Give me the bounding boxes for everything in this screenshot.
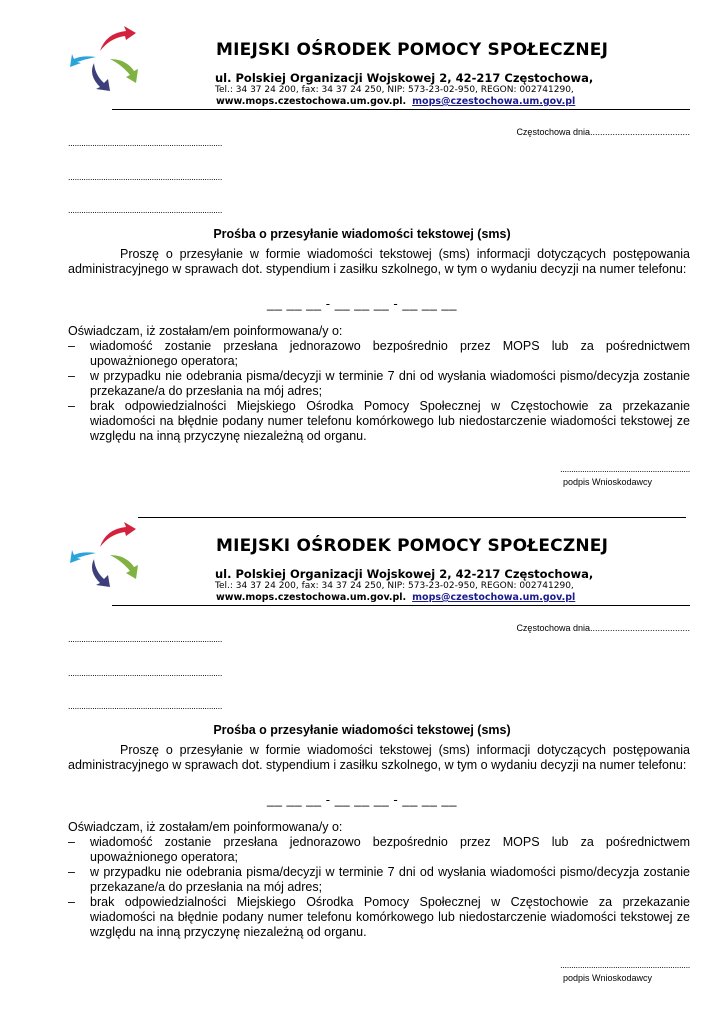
- request-paragraph: Proszę o przesyłanie w formie wiadomości tekstowej (sms) informacji dotyczących postępowania administracyjnego w sprawach dot. stypendium i zasiłku szkolnego, w tym o wydaniu decyzji na numer telefonu:: [68, 743, 690, 772]
- list-dash: –: [68, 835, 75, 849]
- list-dash: –: [68, 865, 75, 879]
- website-text: www.mops.czestochowa.um.gov.pl.: [216, 592, 407, 603]
- institution-title: MIEJSKI OŚRODEK POMOCY SPOŁECZNEJ: [216, 40, 609, 60]
- signature-label: podpis Wnioskodawcy: [563, 973, 653, 983]
- applicant-line-3[interactable]: ......................................................................: [68, 701, 223, 711]
- list-item: [68, 865, 690, 895]
- declaration-text: w przypadku nie odebrania pisma/decyzji w terminie 7 dni od wysłania wiadomości pismo/decyzja zostanie przekazane/a do przesłania na mój adres;: [90, 369, 690, 398]
- applicant-line-2[interactable]: ......................................................................: [68, 172, 223, 182]
- declaration-text: brak odpowiedzialności Miejskiego Ośrodka Pomocy Społecznej w Częstochowie za przekazanie wiadomości na błędnie podany numer telefonu komórkowego lub niedostarczenie wiadomości tekstowej ze względu na inną przyczynę niezależną od organu.: [90, 895, 690, 939]
- phone-number-field[interactable]: __ __ __ - __ __ __ - __ __ __: [267, 792, 457, 807]
- institution-contact: Tel.: 34 37 24 200, fax: 34 37 24 250, NIP: 573-23-02-950, REGON: 002741290,: [215, 85, 574, 95]
- list-item: [68, 339, 690, 369]
- four-arrows-logo-icon: [70, 521, 142, 591]
- email-link[interactable]: mops@czestochowa.um.gov.pl: [412, 96, 576, 107]
- declaration-text: wiadomość zostanie przesłana jednorazowo bezpośrednio przez MOPS lub za pośrednictwem upoważnionego operatora;: [90, 339, 690, 368]
- declaration-list: [68, 835, 690, 940]
- four-arrows-logo-icon: [70, 25, 142, 95]
- institution-title: MIEJSKI OŚRODEK POMOCY SPOŁECZNEJ: [216, 536, 609, 556]
- institution-web: [216, 96, 575, 107]
- declaration-text: wiadomość zostanie przesłana jednorazowo bezpośrednio przez MOPS lub za pośrednictwem upoważnionego operatora;: [90, 835, 690, 864]
- signature-field[interactable]: ...........................................................: [560, 960, 690, 970]
- list-dash: –: [68, 369, 75, 383]
- declaration-text: brak odpowiedzialności Miejskiego Ośrodka Pomocy Społecznej w Częstochowie za przekazanie wiadomości na błędnie podany numer telefonu komórkowego lub niedostarczenie wiadomości tekstowej ze względu na inną przyczynę niezależną od organu.: [90, 399, 690, 443]
- request-paragraph: Proszę o przesyłanie w formie wiadomości tekstowej (sms) informacji dotyczących postępowania administracyjnego w sprawach dot. stypendium i zasiłku szkolnego, w tym o wydaniu decyzji na numer telefonu:: [68, 247, 690, 276]
- list-item: [68, 399, 690, 444]
- email-link[interactable]: mops@czestochowa.um.gov.pl: [412, 592, 576, 603]
- institution-web: [216, 592, 575, 603]
- list-item: [68, 835, 690, 865]
- applicant-line-2[interactable]: ......................................................................: [68, 668, 223, 678]
- phone-number-field[interactable]: __ __ __ - __ __ __ - __ __ __: [267, 296, 457, 311]
- list-dash: –: [68, 339, 75, 353]
- date-field[interactable]: Częstochowa dnia........................................: [516, 623, 690, 633]
- signature-field[interactable]: ...........................................................: [560, 464, 690, 474]
- form-title: Prośba o przesyłanie wiadomości tekstowej (sms): [213, 723, 511, 737]
- form-title: Prośba o przesyłanie wiadomości tekstowej (sms): [213, 227, 511, 241]
- institution-contact: Tel.: 34 37 24 200, fax: 34 37 24 250, NIP: 573-23-02-950, REGON: 002741290,: [215, 581, 574, 591]
- header-divider: [112, 109, 690, 110]
- date-field[interactable]: Częstochowa dnia........................................: [516, 127, 690, 137]
- list-dash: –: [68, 399, 75, 413]
- list-item: [68, 895, 690, 940]
- signature-label: podpis Wnioskodawcy: [563, 477, 653, 487]
- applicant-line-1[interactable]: ......................................................................: [68, 138, 223, 148]
- declaration-text: w przypadku nie odebrania pisma/decyzji w terminie 7 dni od wysłania wiadomości pismo/decyzja zostanie przekazane/a do przesłania na mój adres;: [90, 865, 690, 894]
- declaration-list: [68, 339, 690, 444]
- header-divider: [112, 605, 690, 606]
- sms-request-form-2: [0, 496, 724, 991]
- list-dash: –: [68, 895, 75, 909]
- website-text: www.mops.czestochowa.um.gov.pl.: [216, 96, 407, 107]
- list-item: [68, 369, 690, 399]
- sms-request-form-1: [0, 0, 724, 495]
- declaration-intro: Oświadczam, iż zostałam/em poinformowana/y o:: [68, 324, 343, 338]
- institution-address: ul. Polskiej Organizacji Wojskowej 2, 42-217 Częstochowa,: [215, 567, 594, 581]
- declaration-intro: Oświadczam, iż zostałam/em poinformowana/y o:: [68, 820, 343, 834]
- institution-address: ul. Polskiej Organizacji Wojskowej 2, 42-217 Częstochowa,: [215, 71, 594, 85]
- applicant-line-1[interactable]: ......................................................................: [68, 634, 223, 644]
- applicant-line-3[interactable]: ......................................................................: [68, 205, 223, 215]
